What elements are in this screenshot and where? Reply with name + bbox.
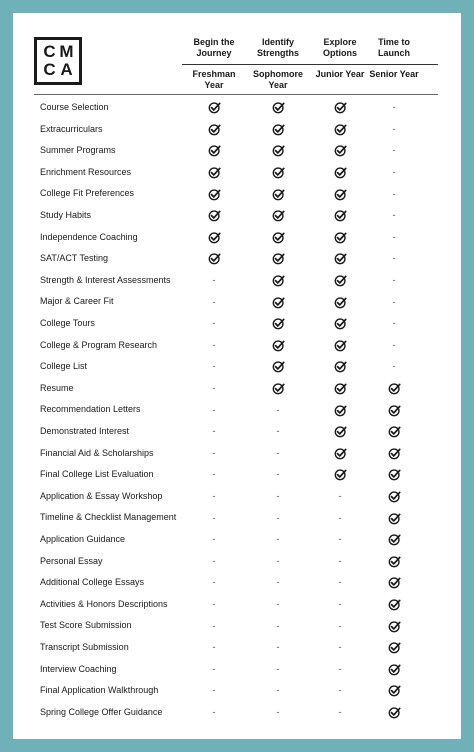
service-label: Transcript Submission (40, 642, 129, 652)
dash-cell (183, 399, 245, 421)
check-circle-icon (247, 183, 309, 205)
dash-symbol: - (338, 491, 342, 502)
dash-cell (183, 464, 245, 486)
service-label: Demonstrated Interest (40, 426, 130, 436)
check-circle-icon (183, 227, 245, 249)
dash-cell (183, 313, 245, 335)
service-label: Course Selection (40, 102, 109, 112)
service-label: Application Guidance (40, 534, 126, 544)
table-row (13, 615, 461, 637)
dash-cell (183, 507, 245, 529)
dash-cell (247, 659, 309, 681)
dash-symbol: - (276, 577, 280, 588)
check-circle-icon (247, 291, 309, 313)
table-row (13, 97, 461, 119)
table-row (13, 335, 461, 357)
table-row (13, 205, 461, 227)
table-row (13, 464, 461, 486)
service-label: Interview Coaching (40, 663, 117, 674)
dash-symbol: - (338, 599, 342, 610)
service-label: Study Habits (40, 210, 92, 220)
dash-symbol: - (212, 339, 216, 350)
dash-cell (247, 572, 309, 594)
dash-cell (247, 529, 309, 551)
dash-cell (183, 572, 245, 594)
services-card (13, 13, 461, 739)
table-row (13, 551, 461, 573)
dash-symbol: - (276, 599, 280, 610)
dash-cell (309, 507, 371, 529)
check-circle-icon (309, 421, 371, 443)
check-circle-icon (309, 205, 371, 227)
check-circle-icon (247, 270, 309, 292)
dash-symbol: - (392, 361, 396, 372)
service-label: Extracurriculars (40, 123, 103, 134)
table-row (13, 119, 461, 141)
service-label: Timeline & Checklist Management (40, 512, 177, 523)
check-circle-icon (183, 183, 245, 205)
dash-symbol: - (212, 296, 216, 307)
table-row (13, 248, 461, 270)
table-row (13, 291, 461, 313)
check-circle-icon (309, 313, 371, 335)
dash-cell (247, 421, 309, 443)
dash-cell (183, 637, 245, 659)
table-divider (34, 94, 438, 95)
dash-cell (247, 507, 309, 529)
check-circle-icon (363, 464, 425, 486)
column-year-sophomore: Sophomore Year (252, 69, 303, 90)
dash-cell (247, 637, 309, 659)
check-circle-icon (247, 162, 309, 184)
dash-cell (183, 443, 245, 465)
service-label: Additional College Essays (40, 577, 145, 588)
dash-cell (183, 270, 245, 292)
dash-cell (247, 615, 309, 637)
service-label: Application & Essay Workshop (40, 490, 163, 501)
dash-cell (247, 486, 309, 508)
dash-cell (363, 227, 425, 249)
check-circle-icon (309, 356, 371, 378)
service-label: Major & Career Fit (40, 296, 114, 307)
dash-cell (309, 615, 371, 637)
dash-symbol: - (392, 167, 396, 178)
table-row (13, 378, 461, 400)
dash-symbol: - (338, 642, 342, 653)
check-circle-icon (309, 399, 371, 421)
dash-symbol: - (338, 663, 342, 674)
check-circle-icon (183, 140, 245, 162)
dash-cell (363, 162, 425, 184)
table-row (13, 421, 461, 443)
check-circle-icon (363, 486, 425, 508)
table-row (13, 486, 461, 508)
dash-symbol: - (392, 210, 396, 221)
check-circle-icon (363, 378, 425, 400)
dash-cell (183, 529, 245, 551)
check-circle-icon (247, 205, 309, 227)
dash-symbol: - (392, 123, 396, 134)
service-label: Recommendation Letters (40, 404, 141, 415)
service-label: College Fit Preferences (40, 188, 135, 199)
dash-symbol: - (338, 577, 342, 588)
dash-symbol: - (338, 685, 342, 696)
dash-symbol: - (392, 318, 396, 329)
check-circle-icon (247, 313, 309, 335)
check-circle-icon (309, 464, 371, 486)
dash-cell (183, 378, 245, 400)
dash-cell (309, 486, 371, 508)
dash-cell (309, 529, 371, 551)
dash-cell (363, 335, 425, 357)
service-label: Final College List Evaluation (40, 469, 154, 480)
check-circle-icon (309, 335, 371, 357)
dash-symbol: - (212, 491, 216, 502)
check-circle-icon (363, 443, 425, 465)
dash-cell (247, 551, 309, 573)
table-row (13, 680, 461, 702)
dash-cell (363, 97, 425, 119)
dash-symbol: - (276, 469, 280, 480)
check-circle-icon (363, 529, 425, 551)
dash-cell (247, 443, 309, 465)
dash-symbol: - (338, 512, 342, 523)
dash-cell (183, 421, 245, 443)
dash-cell (183, 615, 245, 637)
dash-symbol: - (212, 512, 216, 523)
check-circle-icon (363, 659, 425, 681)
dash-symbol: - (276, 512, 280, 523)
check-circle-icon (309, 140, 371, 162)
dash-cell (309, 702, 371, 724)
header-divider (182, 64, 438, 65)
service-label: College Tours (40, 318, 95, 328)
check-circle-icon (363, 399, 425, 421)
dash-cell (247, 464, 309, 486)
dash-cell (309, 551, 371, 573)
table-row (13, 399, 461, 421)
table-row (13, 443, 461, 465)
dash-symbol: - (392, 253, 396, 264)
dash-symbol: - (276, 555, 280, 566)
column-year-freshman: Freshman Year (192, 69, 236, 90)
table-row (13, 702, 461, 724)
service-label: Strength & Interest Assessments (40, 274, 171, 285)
dash-cell (309, 637, 371, 659)
dash-symbol: - (276, 534, 280, 545)
table-row (13, 313, 461, 335)
check-circle-icon (309, 378, 371, 400)
check-circle-icon (309, 291, 371, 313)
dash-symbol: - (212, 599, 216, 610)
dash-symbol: - (392, 145, 396, 156)
service-label: Personal Essay (40, 555, 103, 566)
check-circle-icon (309, 183, 371, 205)
column-stage-freshman: Begin the Journey (193, 37, 235, 58)
check-circle-icon (363, 680, 425, 702)
dash-cell (363, 270, 425, 292)
dash-symbol: - (212, 318, 216, 329)
check-circle-icon (247, 356, 309, 378)
dash-symbol: - (212, 642, 216, 653)
dash-cell (363, 291, 425, 313)
check-circle-icon (247, 335, 309, 357)
dash-cell (247, 702, 309, 724)
check-circle-icon (309, 162, 371, 184)
service-label: Resume (40, 382, 74, 393)
table-row (13, 140, 461, 162)
dash-symbol: - (338, 534, 342, 545)
dash-cell (363, 140, 425, 162)
dash-symbol: - (212, 534, 216, 545)
check-circle-icon (309, 119, 371, 141)
dash-cell (309, 594, 371, 616)
check-circle-icon (247, 248, 309, 270)
check-circle-icon (247, 378, 309, 400)
dash-cell (247, 594, 309, 616)
dash-symbol: - (276, 426, 280, 437)
table-row (13, 594, 461, 616)
service-label: Test Score Submission (40, 620, 132, 631)
dash-symbol: - (212, 404, 216, 415)
check-circle-icon (363, 637, 425, 659)
dash-symbol: - (212, 275, 216, 286)
table-row (13, 356, 461, 378)
dash-cell (183, 680, 245, 702)
service-label: College & Program Research (40, 339, 158, 350)
dash-cell (247, 399, 309, 421)
check-circle-icon (363, 615, 425, 637)
dash-cell (183, 356, 245, 378)
dash-symbol: - (392, 188, 396, 199)
dash-symbol: - (276, 620, 280, 631)
dash-cell (363, 205, 425, 227)
service-label: Financial Aid & Scholarships (40, 447, 154, 458)
check-circle-icon (247, 119, 309, 141)
dash-cell (363, 356, 425, 378)
logo-letter: M (59, 42, 74, 61)
service-label: Final Application Walkthrough (40, 685, 159, 696)
column-year-junior: Junior Year (315, 69, 365, 79)
check-circle-icon (247, 97, 309, 119)
check-circle-icon (363, 507, 425, 529)
cmca-logo (34, 37, 82, 85)
table-row (13, 270, 461, 292)
service-label: Independence Coaching (40, 231, 138, 242)
dash-cell (183, 659, 245, 681)
dash-symbol: - (212, 555, 216, 566)
dash-symbol: - (212, 447, 216, 458)
dash-cell (183, 291, 245, 313)
check-circle-icon (363, 551, 425, 573)
dash-symbol: - (212, 577, 216, 588)
table-row (13, 162, 461, 184)
service-label: Summer Programs (40, 145, 116, 156)
dash-cell (309, 659, 371, 681)
service-label: SAT/ACT Testing (40, 253, 109, 264)
dash-cell (247, 680, 309, 702)
service-label: Spring College Offer Guidance (40, 706, 163, 717)
dash-symbol: - (276, 447, 280, 458)
column-year-senior: Senior Year (369, 69, 419, 79)
dash-symbol: - (212, 707, 216, 718)
check-circle-icon (247, 140, 309, 162)
dash-symbol: - (392, 275, 396, 286)
dash-symbol: - (276, 663, 280, 674)
column-stage-sophomore: Identify Strengths (256, 37, 299, 58)
dash-symbol: - (212, 361, 216, 372)
dash-symbol: - (276, 707, 280, 718)
logo-letter: C (43, 60, 56, 79)
dash-symbol: - (338, 707, 342, 718)
dash-cell (309, 680, 371, 702)
dash-cell (363, 248, 425, 270)
check-circle-icon (363, 572, 425, 594)
logo-letter: A (60, 60, 73, 79)
table-row (13, 183, 461, 205)
dash-symbol: - (392, 231, 396, 242)
dash-symbol: - (392, 296, 396, 307)
service-label: College List (40, 361, 88, 372)
check-circle-icon (183, 162, 245, 184)
dash-symbol: - (392, 102, 396, 113)
check-circle-icon (183, 205, 245, 227)
dash-symbol: - (276, 491, 280, 502)
dash-symbol: - (338, 620, 342, 631)
check-circle-icon (363, 594, 425, 616)
table-row (13, 637, 461, 659)
dash-cell (183, 335, 245, 357)
table-row (13, 507, 461, 529)
dash-cell (363, 119, 425, 141)
dash-symbol: - (276, 404, 280, 415)
check-circle-icon (309, 270, 371, 292)
dash-symbol: - (212, 469, 216, 480)
dash-cell (309, 572, 371, 594)
dash-cell (363, 183, 425, 205)
table-row (13, 529, 461, 551)
dash-symbol: - (338, 555, 342, 566)
logo-letter: C (43, 42, 56, 61)
check-circle-icon (183, 119, 245, 141)
dash-symbol: - (276, 642, 280, 653)
dash-symbol: - (212, 426, 216, 437)
check-circle-icon (309, 443, 371, 465)
dash-cell (183, 486, 245, 508)
dash-symbol: - (212, 620, 216, 631)
check-circle-icon (183, 248, 245, 270)
dash-symbol: - (212, 685, 216, 696)
check-circle-icon (183, 97, 245, 119)
dash-cell (183, 594, 245, 616)
table-row (13, 227, 461, 249)
dash-symbol: - (212, 383, 216, 394)
check-circle-icon (309, 248, 371, 270)
check-circle-icon (363, 421, 425, 443)
column-stage-junior: Explore Options (323, 37, 357, 58)
check-circle-icon (247, 227, 309, 249)
check-circle-icon (309, 97, 371, 119)
dash-symbol: - (276, 685, 280, 696)
table-row (13, 572, 461, 594)
dash-symbol: - (392, 339, 396, 350)
service-label: Activities & Honors Descriptions (40, 598, 168, 609)
dash-symbol: - (212, 663, 216, 674)
dash-cell (183, 702, 245, 724)
table-row (13, 659, 461, 681)
check-circle-icon (363, 702, 425, 724)
check-circle-icon (309, 227, 371, 249)
dash-cell (363, 313, 425, 335)
column-stage-senior: Time to Launch (377, 37, 410, 58)
dash-cell (183, 551, 245, 573)
service-label: Enrichment Resources (40, 166, 132, 177)
